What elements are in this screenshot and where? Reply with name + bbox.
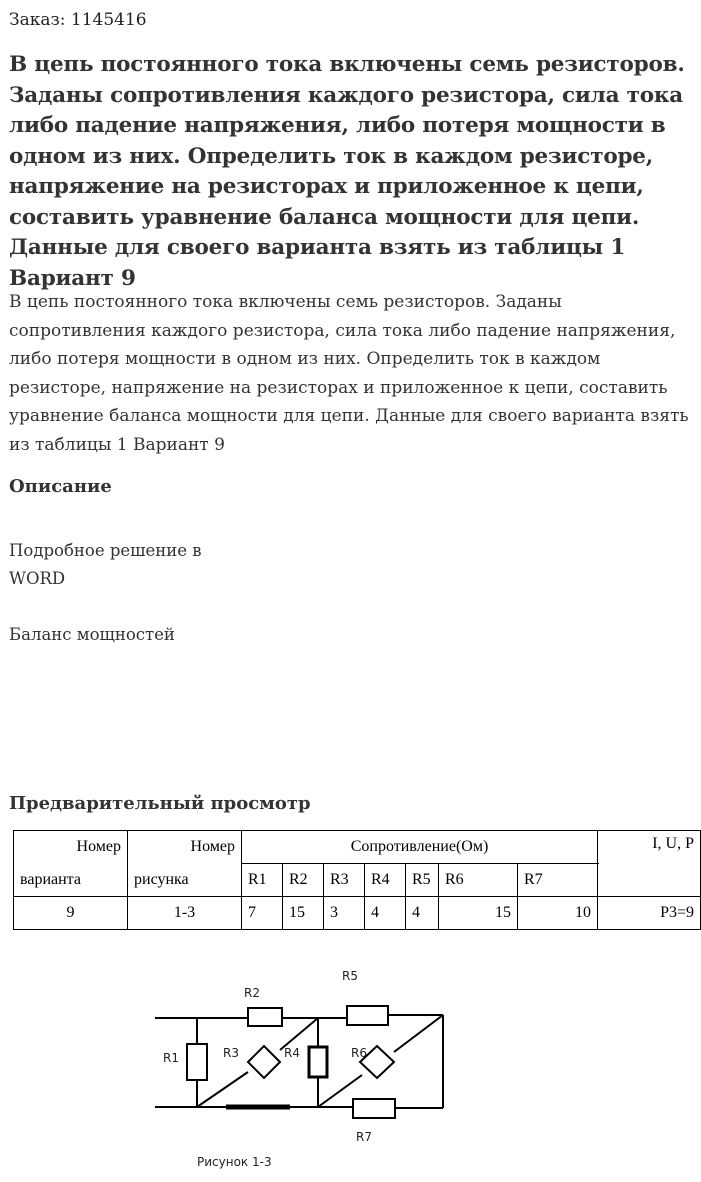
label-r6: R6	[351, 1046, 367, 1060]
wire-r6-upper	[394, 1015, 443, 1052]
parameters-table	[13, 830, 701, 930]
table-col-r7: R7	[518, 864, 598, 897]
table-col-r2: R2	[283, 864, 324, 897]
wire-r3-lower	[197, 1072, 248, 1107]
table-cell-iup: P3=9	[598, 897, 701, 930]
wire-r6-lower	[318, 1075, 362, 1107]
table-header-variant: Номер	[14, 831, 128, 864]
resistor-r2	[248, 1008, 282, 1026]
table-cell-r4: 4	[365, 897, 406, 930]
table-cell-r3: 3	[324, 897, 365, 930]
table-cell-figure: 1-3	[128, 897, 242, 930]
table-col-r3: R3	[324, 864, 365, 897]
resistor-r3	[248, 1046, 280, 1078]
table-cell-r7: 10	[518, 897, 598, 930]
order-number: Заказ: 1145416	[9, 10, 147, 30]
page-title: В цепь постоянного тока включены семь резисторов. Заданы сопротивления каждого резистора, сила тока либо падение напряжения, либо потеря мощности в одном из них. Определить ток в каждом резисторе, напряжение на резисторах и приложенное к цепи, составить уравнение баланса мощности для цепи. Данные для своего варианта взять из таблицы 1 Вариант 9	[9, 52, 685, 291]
task-text: В цепь постоянного тока включены семь резисторов. Заданы сопротивления каждого резистора, сила тока либо падение напряжения, либо потеря мощности в одном из них. Определить ток в каждом резисторе, напряжение на резисторах и приложенное к цепи, составить уравнение баланса мощности для цепи. Данные для своего варианта взять из таблицы 1 Вариант 9	[9, 292, 689, 455]
table-col-r1: R1	[242, 864, 283, 897]
circuit-diagram	[0, 955, 701, 1180]
resistor-r4	[309, 1047, 327, 1077]
description-heading: Описание	[9, 476, 112, 497]
label-r1: R1	[163, 1051, 179, 1065]
description-line-2: WORD	[9, 569, 66, 588]
resistor-r5	[347, 1006, 388, 1025]
table-header-iup: I, U, P	[598, 831, 701, 897]
table-header-figure: Номер	[128, 831, 242, 864]
table-col-r4: R4	[365, 864, 406, 897]
table-col-r5: R5	[406, 864, 439, 897]
figure-caption: Рисунок 1-3	[197, 1155, 272, 1169]
table-cell-variant: 9	[14, 897, 128, 930]
table-header-resistance: Сопротивление(Ом)	[242, 831, 598, 864]
table-cell-r5: 4	[406, 897, 439, 930]
table-header-figure-2: рисунка	[128, 864, 242, 897]
table-cell-r2: 15	[283, 897, 324, 930]
label-r2: R2	[244, 986, 260, 1000]
table-header-variant-2: варианта	[14, 864, 128, 897]
label-r4: R4	[284, 1046, 300, 1060]
label-r3: R3	[223, 1046, 239, 1060]
description-line-3: Баланс мощностей	[9, 625, 175, 644]
description-line-1: Подробное решение в	[9, 541, 202, 560]
label-r5: R5	[342, 969, 358, 983]
label-r7: R7	[356, 1130, 372, 1144]
preview-heading: Предварительный просмотр	[9, 793, 311, 814]
resistor-r7	[353, 1099, 395, 1118]
table-col-r6: R6	[439, 864, 518, 897]
table-cell-r1: 7	[242, 897, 283, 930]
resistor-r1	[187, 1044, 207, 1080]
table-cell-r6: 15	[439, 897, 518, 930]
